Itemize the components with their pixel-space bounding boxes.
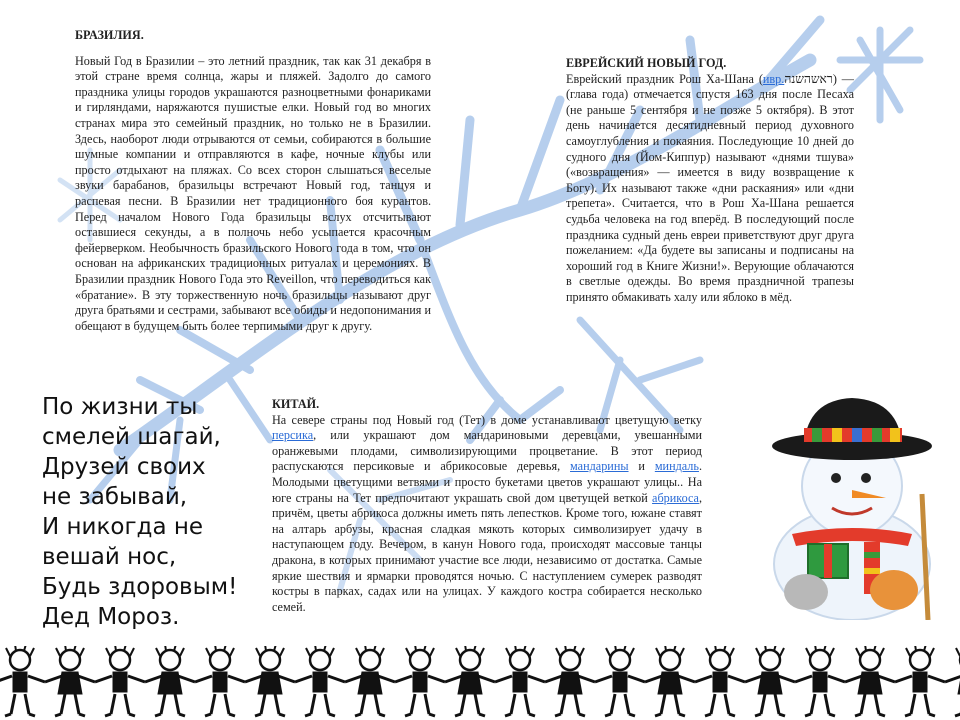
child-figure xyxy=(45,646,95,716)
brazil-section xyxy=(75,28,431,334)
child-figure xyxy=(845,646,895,716)
child-figure xyxy=(395,646,445,716)
child-figure xyxy=(645,646,695,716)
child-figure xyxy=(695,646,745,716)
child-figure xyxy=(345,646,395,716)
poem-line: не забывай, xyxy=(42,484,188,510)
poem-line: смелей шагай, xyxy=(42,424,221,450)
china-section xyxy=(272,397,702,615)
china-text xyxy=(272,413,702,616)
china-text-part: , или украшают дом мандариновыми деревцами, увешанными оранжевыми плодами, символизирующими процветание. В этот период распускаются персиковые и абрикосовые деревья, xyxy=(272,428,702,474)
hebrew-link[interactable]: ивр. xyxy=(762,71,785,86)
mandarin-link[interactable]: мандарины xyxy=(570,459,629,474)
new-year-poem xyxy=(42,392,262,632)
child-figure xyxy=(595,646,645,716)
china-text-part: и xyxy=(628,459,655,474)
child-figure xyxy=(445,646,495,716)
poem-signature: Дед Мороз. xyxy=(42,604,180,630)
jewish-body: ) — (глава года) отмечается спустя 163 дня после Песаха (не раньше 5 сентября и не позже 5 октября). В этот день начинается десятидневный период духовного самоуглубления и покаяния. Последующие 10 дней до судного дня (Йом-Киппур) называют «днями тшува» («возвращения» — имеется в виду возвращение к Богу). Их называют также «дни раскаяния» или «дни трепета». Считается, что в Рош Ха-Шана решается судьба человека на год вперёд. В последующий после праздника судный день евреи приветствуют друг друга пожеланием: «Да будете вы записаны и подписаны на хороший год в Книге Жизни!». Верующие облачаются в светлые одежды. Во время праздничной трапезы принято обмакивать халу или яблоко в мёд. xyxy=(566,71,854,304)
child-figure xyxy=(795,646,845,716)
child-figure xyxy=(145,646,195,716)
china-text-part: . Молодыми цветущими ветвями и просто букетами цветов украшают улицы.. На юге страны на Тет предпочитают украшать свой дом цветущей веткой xyxy=(272,459,702,505)
china-text-part: , причём, цветы абрикоса должны иметь пять лепестков. Кроме того, южане ставят на алтарь арбузы, красная сладкая мякоть которых символизирует удачу в наступающем году. Вечером, в канун Нового года, происходят массовые танцы дракона, в которых принимают участие все люди, независимо от достатка. Самые яркие шествия и ярмарки проводятся ночью. С наступлением сумерек разводят костры в парках, садах или на улицах. У каждого костра собирается несколько семей. xyxy=(272,490,702,614)
brazil-heading: БРАЗИЛИЯ. xyxy=(75,28,144,42)
jewish-new-year-section xyxy=(566,56,854,306)
peach-link[interactable]: персика xyxy=(272,428,314,443)
child-figure xyxy=(495,646,545,716)
jewish-text xyxy=(566,72,854,306)
apricot-link[interactable]: абрикоса xyxy=(652,490,699,505)
china-text-part: На севере страны под Новый год (Тет) в доме устанавливают цветущую ветку xyxy=(272,412,702,427)
child-figure xyxy=(95,646,145,716)
child-figure xyxy=(0,646,45,716)
child-figure xyxy=(895,646,945,716)
brazil-text: Новый Год в Бразилии – это летний праздник, так как 31 декабря в этой стране время солнца, жары и пляжей. Задолго до самого праздника улицы городов украшаются разноцветными фонариками и гирляндами, наряжаются пушистые елки. Новый год во многих странах мира это семейный праздник, но только не в Бразилии. Здесь, наоборот люди отрываются от семьи, собираются в большие шумные компании и отправляются в кафе, ночные клубы или просто отдыхают на пляжах. Со всех сторон слышаться веселые звуки барабанов, бразильцы встречают Новый год, танцуя и распевая песни. В Бразилии нет традиционного боя курантов. Перед началом Нового Года бразильцы вслух отсчитывают оставшиеся секунды, а в полночь небо усыпается красочным фейерверком. Необычность бразильского Нового года в том, что он основан на африканских традиционных ритуалах и церемониях. В Бразилии праздник Нового Года это Reveillon, что переводиться как «братание». В эту торжественную ночь бразильцы называют друг друга братьями и сестрами, забывают все обиды и недопонимания и обещают в будущем быть более терпимыми друг к другу. xyxy=(75,53,431,333)
child-figure xyxy=(745,646,795,716)
jewish-intro: Еврейский праздник Рош Ха-Шана ( xyxy=(566,71,763,86)
almond-link[interactable]: миндаль xyxy=(654,459,699,474)
child-figure xyxy=(195,646,245,716)
poem-line: Друзей своих xyxy=(42,454,206,480)
poem-line: И никогда не xyxy=(42,514,204,540)
child-figure xyxy=(295,646,345,716)
snowman-illustration xyxy=(752,394,952,620)
child-figure xyxy=(245,646,295,716)
china-heading: КИТАЙ. xyxy=(272,397,320,411)
poem-line: вешай нос, xyxy=(42,544,177,570)
hebrew-name: ראשהשנה xyxy=(784,71,833,86)
jewish-heading: ЕВРЕЙСКИЙ НОВЫЙ ГОД. xyxy=(566,56,727,70)
child-figure xyxy=(545,646,595,716)
poem-line: Будь здоровым! xyxy=(42,574,238,600)
child-figure xyxy=(945,646,960,716)
poem-line: По жизни ты xyxy=(42,394,198,420)
children-border xyxy=(0,646,960,720)
